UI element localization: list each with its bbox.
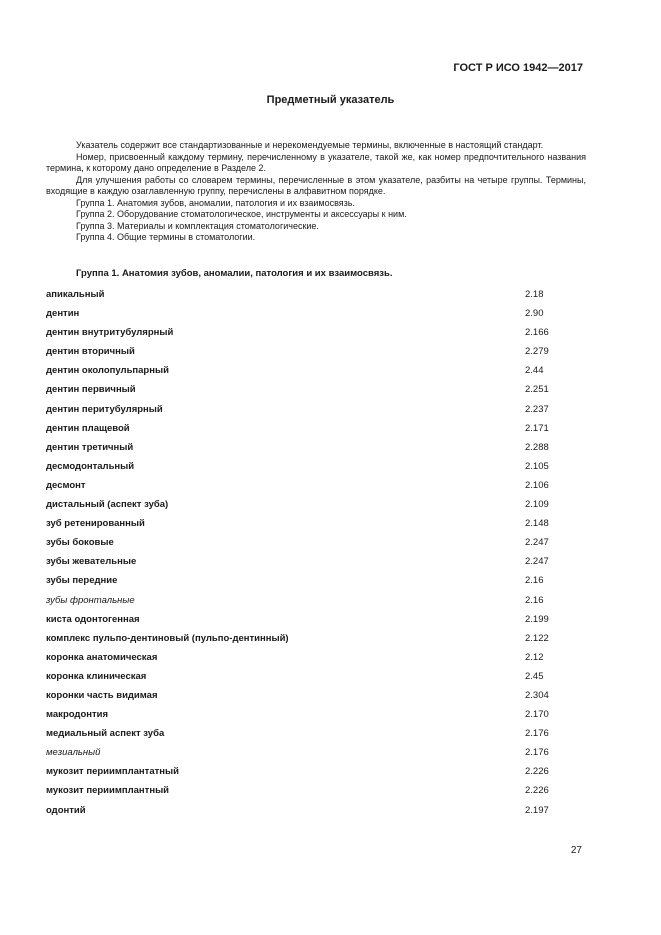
index-entry	[46, 305, 586, 324]
index-term: киста одонтогенная	[46, 613, 140, 625]
index-entry	[46, 687, 586, 706]
index-term: зубы боковые	[46, 537, 114, 549]
index-term: зубы передние	[46, 575, 118, 587]
intro-paragraph: Для улучшения работы со словарем термины, перечисленные в этом указателе, разбиты на четыре группы. Термины, входящие в каждую озаглавленную группу, перечислены в алфавитном порядке.	[46, 174, 586, 196]
index-term-number: 2.45	[525, 670, 544, 682]
index-term: дентин третичный	[46, 441, 134, 453]
group-list-item: Группа 3. Материалы и комплектация стоматологические.	[76, 220, 319, 231]
index-term-number: 2.106	[525, 479, 549, 491]
index-entry	[46, 515, 586, 534]
document-code: ГОСТ Р ИСО 1942—2017	[453, 62, 583, 74]
index-term: десмонт	[46, 479, 86, 491]
index-term-number: 2.90	[525, 308, 544, 320]
index-entry	[46, 439, 586, 458]
group-heading: Группа 1. Анатомия зубов, аномалии, патология и их взаимосвязь.	[76, 268, 393, 279]
index-term-number: 2.279	[525, 346, 549, 358]
index-term: коронки часть видимая	[46, 689, 158, 701]
index-term: дентин внутритубулярный	[46, 327, 174, 339]
index-term: зубы жевательные	[46, 556, 137, 568]
index-term-number: 2.16	[525, 594, 544, 606]
index-term: зуб ретенированный	[46, 518, 145, 530]
index-term: десмодонтальный	[46, 460, 135, 472]
index-term-number: 2.176	[525, 728, 549, 740]
index-entry	[46, 611, 586, 630]
index-term: медиальный аспект зуба	[46, 728, 165, 740]
page-number: 27	[570, 845, 582, 856]
index-entry	[46, 782, 586, 801]
index-term-number: 2.166	[525, 327, 549, 339]
index-term-number: 2.170	[525, 709, 549, 721]
index-entry	[46, 725, 586, 744]
index-term: мукозит периимплантный	[46, 785, 170, 797]
index-entry	[46, 401, 586, 420]
index-term-number: 2.247	[525, 537, 549, 549]
intro-paragraph: Указатель содержит все стандартизованные и нерекомендуемые термины, включенные в настоящий стандарт.	[76, 140, 544, 150]
index-term: коронка клиническая	[46, 670, 147, 682]
index-term-number: 2.18	[525, 289, 544, 300]
index-term-number: 2.226	[525, 785, 549, 797]
index-entry	[46, 706, 586, 725]
index-entry	[46, 381, 586, 400]
index-entry	[46, 534, 586, 553]
group-list-item: Группа 1. Анатомия зубов, аномалии, патология и их взаимосвязь.	[76, 197, 355, 208]
index-term-number: 2.16	[525, 575, 544, 587]
index-entry	[46, 458, 586, 477]
index-term: мукозит периимплантатный	[46, 766, 179, 778]
index-term: зубы фронтальные	[46, 594, 135, 606]
index-entry	[46, 343, 586, 362]
index-entry	[46, 553, 586, 572]
index-entry	[46, 630, 586, 649]
index-entry	[46, 802, 586, 821]
index-entry	[46, 744, 586, 763]
intro-text	[46, 140, 586, 244]
index-term-number: 2.109	[525, 499, 549, 511]
index-term-number: 2.251	[525, 384, 549, 396]
index-term: дентин вторичный	[46, 346, 135, 358]
index-term-number: 2.304	[525, 689, 549, 701]
index-term-number: 2.199	[525, 613, 549, 625]
index-term: одонтий	[46, 804, 86, 816]
index-entry	[46, 496, 586, 515]
index-entries	[46, 286, 586, 821]
index-term: апикальный	[46, 289, 105, 300]
index-entry	[46, 420, 586, 439]
index-term-number: 2.226	[525, 766, 549, 778]
index-term: дистальный (аспект зуба)	[46, 499, 169, 511]
index-entry	[46, 286, 586, 305]
intro-paragraph: Номер, присвоенный каждому термину, перечисленному в указателе, такой же, как номер предпочтительного названия термина, к которому дано определение в Разделе 2.	[46, 151, 586, 173]
index-entry	[46, 668, 586, 687]
index-entry	[46, 763, 586, 782]
index-term-number: 2.148	[525, 518, 549, 530]
index-term-number: 2.122	[525, 632, 549, 644]
index-term: дентин перитубулярный	[46, 403, 163, 415]
index-term: мезиальный	[46, 747, 101, 759]
index-term-number: 2.247	[525, 556, 549, 568]
index-term: макродонтия	[46, 709, 109, 721]
index-term-number: 2.197	[525, 804, 549, 816]
index-entry	[46, 362, 586, 381]
index-term-number: 2.176	[525, 747, 549, 759]
index-entry	[46, 477, 586, 496]
index-term-number: 2.171	[525, 422, 549, 434]
index-term: коронка анатомическая	[46, 651, 158, 663]
index-entry	[46, 649, 586, 668]
index-entry	[46, 324, 586, 343]
index-term-number: 2.288	[525, 441, 549, 453]
index-term-number: 2.12	[525, 651, 544, 663]
index-term-number: 2.44	[525, 365, 544, 377]
group-list-item: Группа 2. Оборудование стоматологическое, инструменты и аксессуары к ним.	[76, 209, 407, 219]
index-term: дентин плащевой	[46, 422, 130, 434]
index-term: дентин околопульпарный	[46, 365, 169, 377]
index-term-number: 2.105	[525, 460, 549, 472]
page-title: Предметный указатель	[266, 94, 395, 106]
index-term: дентин	[46, 308, 80, 320]
group-list-item: Группа 4. Общие термины в стоматологии.	[76, 232, 256, 242]
index-term: комплекс пульпо-дентиновый (пульпо-дентинный)	[46, 632, 289, 644]
index-entry	[46, 592, 586, 611]
index-term: дентин первичный	[46, 384, 136, 396]
index-term-number: 2.237	[525, 403, 549, 415]
index-entry	[46, 572, 586, 591]
